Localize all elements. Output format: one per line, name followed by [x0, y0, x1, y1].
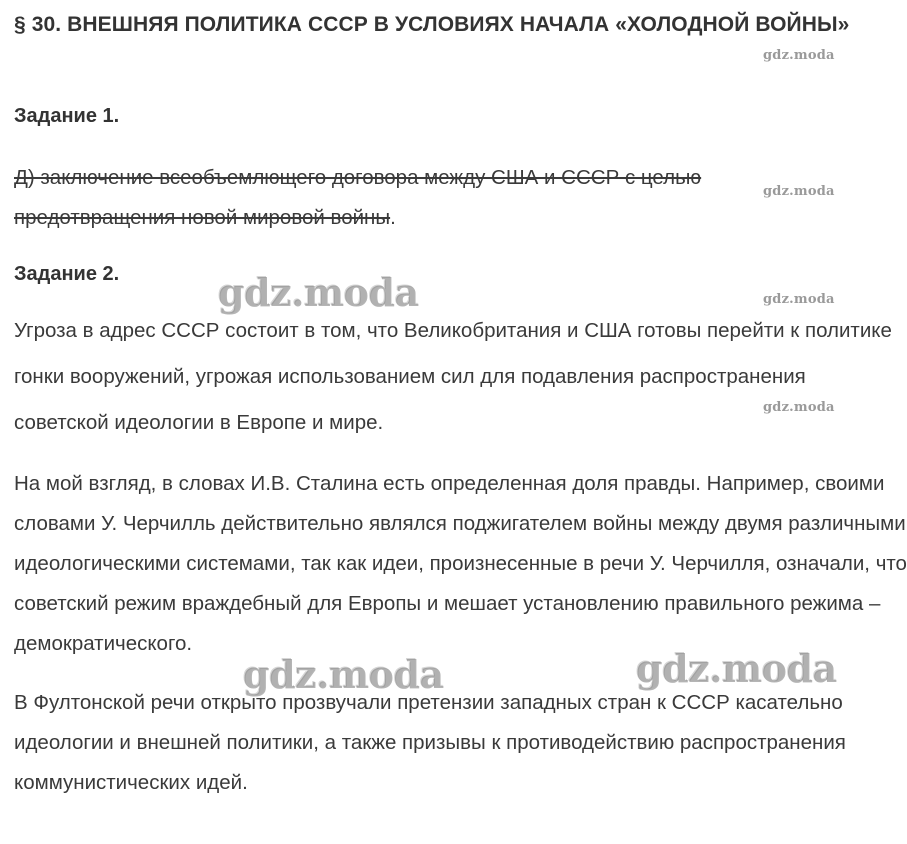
watermark-large: gdz.moda: [218, 270, 419, 315]
page-title: § 30. ВНЕШНЯЯ ПОЛИТИКА СССР В УСЛОВИЯХ НАЧАЛА «ХОЛОДНОЙ ВОЙНЫ»: [14, 13, 850, 36]
task-2-paragraph-2: На мой взгляд, в словах И.В. Сталина есть определенная доля правды. Например, своими словами У. Черчилль действительно являлся поджигателем войны между двумя различными идеологическими системами, так как идеи, произнесенные в речи У. Черчилля, означали, что советский режим враждебный для Европы и мешает установлению правильного режима – демократического.: [14, 472, 907, 655]
watermark-small: gdz.moda: [763, 48, 835, 63]
watermark-small: gdz.moda: [763, 292, 835, 307]
task-1-answer: [14, 158, 814, 238]
task-1-heading: Задание 1.: [14, 105, 120, 127]
task-2-paragraph-1: Угроза в адрес СССР состоит в том, что Великобритания и США готовы перейти к политике гонки вооружений, угрожая использованием сил для подавления распространения советской идеологии в Европе и мире.: [14, 319, 892, 434]
task-2-heading: Задание 2.: [14, 263, 120, 285]
watermark-small: gdz.moda: [763, 184, 835, 199]
watermark-large: gdz.moda: [243, 652, 444, 697]
watermark-small: gdz.moda: [763, 400, 835, 415]
answer-end-punct: .: [390, 206, 396, 229]
watermark-large: gdz.moda: [636, 646, 837, 691]
struck-answer-text: Д) заключение всеобъемлющего договора между США и СССР с целью предотвращения новой мировой войны: [14, 166, 702, 229]
task-2-paragraph-3: В Фултонской речи открыто прозвучали претензии западных стран к СССР касательно идеологии и внешней политики, а также призывы к противодействию распространения коммунистических идей.: [14, 691, 846, 794]
